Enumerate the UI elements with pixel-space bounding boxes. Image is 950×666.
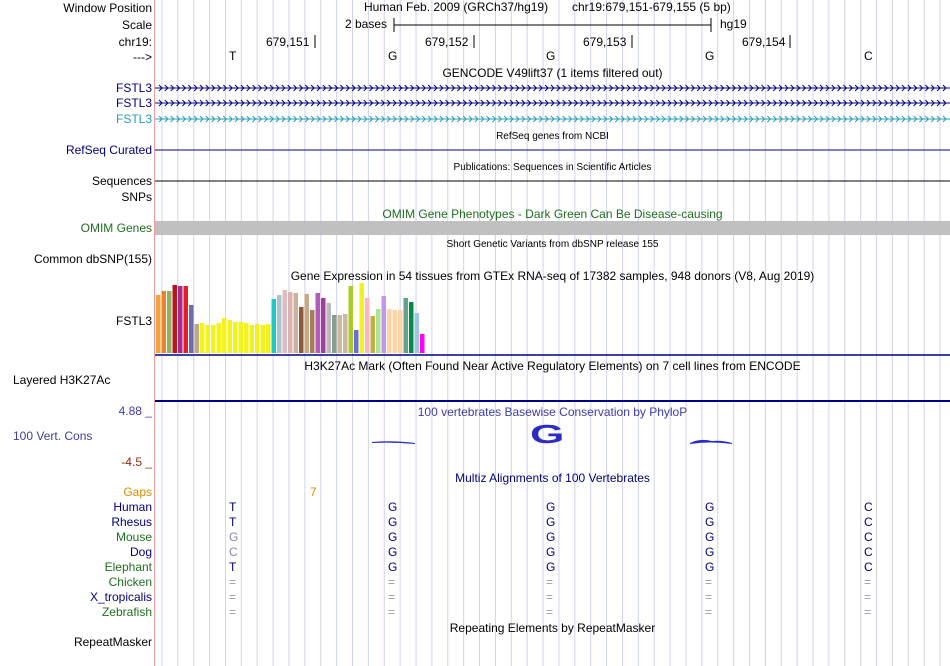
label-species-rhesus: Rhesus — [111, 515, 152, 529]
ref-base-1: T — [229, 49, 237, 63]
gtex-tissue-bar — [343, 314, 348, 353]
alignment-base: G — [546, 500, 556, 514]
cons-mark-1 — [372, 441, 415, 444]
title-gtex: Gene Expression in 54 tissues from GTEx RNA-seq of 17382 samples, 948 donors (V8, Aug 2019) — [290, 269, 815, 283]
alignment-base: = — [229, 575, 237, 589]
alignment-base: G — [546, 515, 556, 529]
position-readout: chr19:679,151-679,155 (5 bp) — [572, 0, 731, 14]
alignment-base: C — [864, 530, 873, 544]
gtex-tissue-bar — [349, 286, 354, 353]
label-cons-max: 4.88 _ — [118, 404, 152, 418]
gtex-tissue-bar — [382, 296, 387, 353]
assembly-title: Human Feb. 2009 (GRCh37/hg19) — [364, 0, 549, 14]
gtex-tissue-bar — [376, 309, 381, 353]
label-refseq-curated[interactable]: RefSeq Curated — [65, 143, 152, 157]
scale-text: 2 bases — [345, 17, 388, 31]
gtex-tissue-bar — [173, 285, 178, 353]
alignment-base: = — [705, 590, 713, 604]
label-species-chicken: Chicken — [108, 575, 152, 589]
label-100-vert-cons[interactable]: 100 Vert. Cons — [13, 429, 93, 443]
label-species-elephant: Elephant — [104, 560, 152, 574]
gtex-tissue-bar — [332, 315, 337, 353]
gtex-tissue-bar — [206, 325, 211, 353]
gtex-tissue-bar — [167, 291, 172, 353]
label-species-mouse: Mouse — [115, 530, 152, 544]
gtex-tissue-bar — [404, 298, 409, 353]
alignment-base: G — [705, 560, 715, 574]
title-gencode: GENCODE V49lift37 (1 items filtered out) — [442, 66, 663, 80]
alignment-base: C — [864, 545, 873, 559]
gtex-tissue-bar — [200, 323, 205, 353]
alignment-base: = — [388, 575, 396, 589]
ref-base-5: C — [864, 49, 873, 63]
gtex-tissue-bar — [250, 325, 255, 353]
gtex-tissue-bar — [228, 320, 233, 353]
gtex-tissue-bar — [398, 310, 403, 353]
gtex-tissue-bar — [338, 315, 343, 353]
gtex-tissue-bar — [305, 294, 310, 353]
alignment-base: G — [705, 515, 715, 529]
alignment-base: T — [229, 560, 237, 574]
gtex-tissue-bar — [189, 305, 194, 353]
label-gaps: Gaps — [123, 485, 152, 499]
title-refseq: RefSeq genes from NCBI — [496, 131, 609, 142]
label-common-dbsnp[interactable]: Common dbSNP(155) — [33, 252, 152, 266]
gtex-tissue-bar — [217, 323, 222, 353]
coord-tick-3: 679,153 — [583, 35, 627, 49]
gtex-tissue-bar — [310, 310, 315, 353]
gtex-tissue-bar — [283, 290, 288, 353]
title-omim: OMIM Gene Phenotypes - Dark Green Can Be Disease-causing — [382, 207, 723, 221]
gtex-tissue-bar — [233, 322, 238, 353]
gtex-tissue-bar — [162, 291, 167, 353]
title-dbsnp: Short Genetic Variants from dbSNP release 155 — [446, 239, 659, 250]
gtex-tissue-bar — [178, 286, 183, 353]
label-window-position: Window Position — [63, 1, 152, 15]
alignment-base: = — [705, 605, 713, 619]
label-gtex-fstl3[interactable]: FSTL3 — [115, 314, 152, 328]
alignment-base: G — [388, 545, 398, 559]
gtex-tissue-bar — [371, 316, 376, 353]
gtex-tissue-bar — [277, 295, 282, 353]
label-sequences[interactable]: Sequences — [91, 174, 152, 188]
coord-tick-4: 679,154 — [742, 35, 786, 49]
alignment-base: = — [388, 605, 396, 619]
gtex-tissue-bar — [420, 334, 425, 353]
gtex-tissue-bar — [244, 323, 249, 353]
title-publications: Publications: Sequences in Scientific Articles — [453, 162, 652, 173]
gtex-tissue-bar — [288, 292, 293, 353]
alignment-base: G — [546, 530, 556, 544]
alignment-base: G — [388, 500, 398, 514]
alignment-base: C — [229, 545, 238, 559]
alignment-base: C — [864, 560, 873, 574]
gtex-tissue-bar — [222, 318, 227, 353]
alignment-base: = — [229, 605, 237, 619]
gtex-tissue-bar — [261, 325, 266, 353]
gtex-tissue-bar — [299, 307, 304, 353]
label-layered-h3k27ac[interactable]: Layered H3K27Ac — [13, 373, 111, 387]
scale-db: hg19 — [720, 17, 747, 31]
alignment-base: G — [705, 530, 715, 544]
label-cons-min: -4.5 _ — [121, 455, 152, 469]
alignment-base: = — [229, 590, 237, 604]
gtex-tissue-bar — [409, 302, 414, 353]
alignment-base: = — [864, 575, 872, 589]
alignment-base: = — [705, 575, 713, 589]
alignment-base: = — [546, 590, 554, 604]
alignment-base: G — [705, 500, 715, 514]
gtex-tissue-bar — [393, 310, 398, 353]
gtex-tissue-bar — [211, 325, 216, 353]
alignment-base: G — [705, 545, 715, 559]
label-snps[interactable]: SNPs — [121, 190, 152, 204]
gtex-tissue-bar — [365, 298, 370, 353]
label-scale: Scale — [121, 18, 152, 32]
gtex-tissue-bar — [156, 295, 161, 353]
conservation-logo-base: G — [530, 419, 565, 449]
alignment-base: = — [864, 605, 872, 619]
cons-mark-2 — [690, 440, 732, 444]
omim-gene-bar — [155, 221, 950, 235]
label-species-zebrafish: Zebrafish — [101, 605, 152, 619]
alignment-base: T — [229, 515, 237, 529]
label-chrom: chr19: — [118, 35, 152, 49]
alignment-base: = — [546, 605, 554, 619]
alignment-base: C — [864, 515, 873, 529]
gtex-tissue-bar — [415, 313, 420, 353]
gtex-tissue-bar — [266, 324, 271, 353]
alignment-base: = — [388, 590, 396, 604]
alignment-base: T — [229, 500, 237, 514]
title-phylop: 100 vertebrates Basewise Conservation by PhyloP — [417, 405, 688, 419]
gtex-tissue-bar — [184, 286, 189, 353]
coord-tick-1: 679,151 — [266, 35, 310, 49]
gtex-tissue-bar — [316, 293, 321, 353]
ref-base-2: G — [388, 49, 398, 63]
alignment-base: G — [388, 560, 398, 574]
gtex-tissue-bar — [360, 283, 365, 353]
gtex-tissue-bar — [195, 324, 200, 353]
label-strand: ---> — [133, 50, 152, 64]
gtex-tissue-bar — [321, 298, 326, 353]
title-multiz: Multiz Alignments of 100 Vertebrates — [455, 471, 650, 485]
alignment-base: G — [546, 545, 556, 559]
ref-base-4: G — [705, 49, 715, 63]
ref-base-3: G — [546, 49, 556, 63]
gtex-tissue-bar — [272, 299, 277, 353]
gtex-tissue-bar — [327, 303, 332, 353]
gtex-tissue-bar — [387, 309, 392, 353]
gtex-tissue-bar — [354, 330, 359, 353]
gtex-tissue-bar — [255, 324, 260, 353]
title-h3k27ac: H3K27Ac Mark (Often Found Near Active Regulatory Elements) on 7 cell lines from ENCODE — [304, 359, 801, 373]
label-divider — [154, 0, 155, 666]
label-fstl3-2[interactable]: FSTL3 — [115, 96, 152, 110]
label-species-human: Human — [113, 500, 152, 514]
coord-tick-2: 679,152 — [425, 35, 469, 49]
label-fstl3-1[interactable]: FSTL3 — [115, 81, 152, 95]
alignment-base: C — [864, 500, 873, 514]
label-species-dog: Dog — [129, 545, 152, 559]
alignment-base: G — [388, 530, 398, 544]
title-repeatmasker: Repeating Elements by RepeatMasker — [449, 621, 656, 635]
gtex-tissue-bar — [239, 322, 244, 353]
gaps-count: 7 — [310, 485, 317, 499]
alignment-base: G — [229, 530, 239, 544]
alignment-base: = — [864, 590, 872, 604]
alignment-base: = — [546, 575, 554, 589]
gtex-tissue-bar — [294, 293, 299, 353]
label-repeatmasker[interactable]: RepeatMasker — [73, 635, 152, 649]
track-labels — [0, 0, 154, 666]
label-omim-genes[interactable]: OMIM Genes — [80, 221, 152, 235]
alignment-base: G — [546, 560, 556, 574]
label-species-x-tropicalis: X_tropicalis — [89, 590, 152, 604]
alignment-base: G — [388, 515, 398, 529]
label-fstl3-3[interactable]: FSTL3 — [115, 112, 152, 126]
